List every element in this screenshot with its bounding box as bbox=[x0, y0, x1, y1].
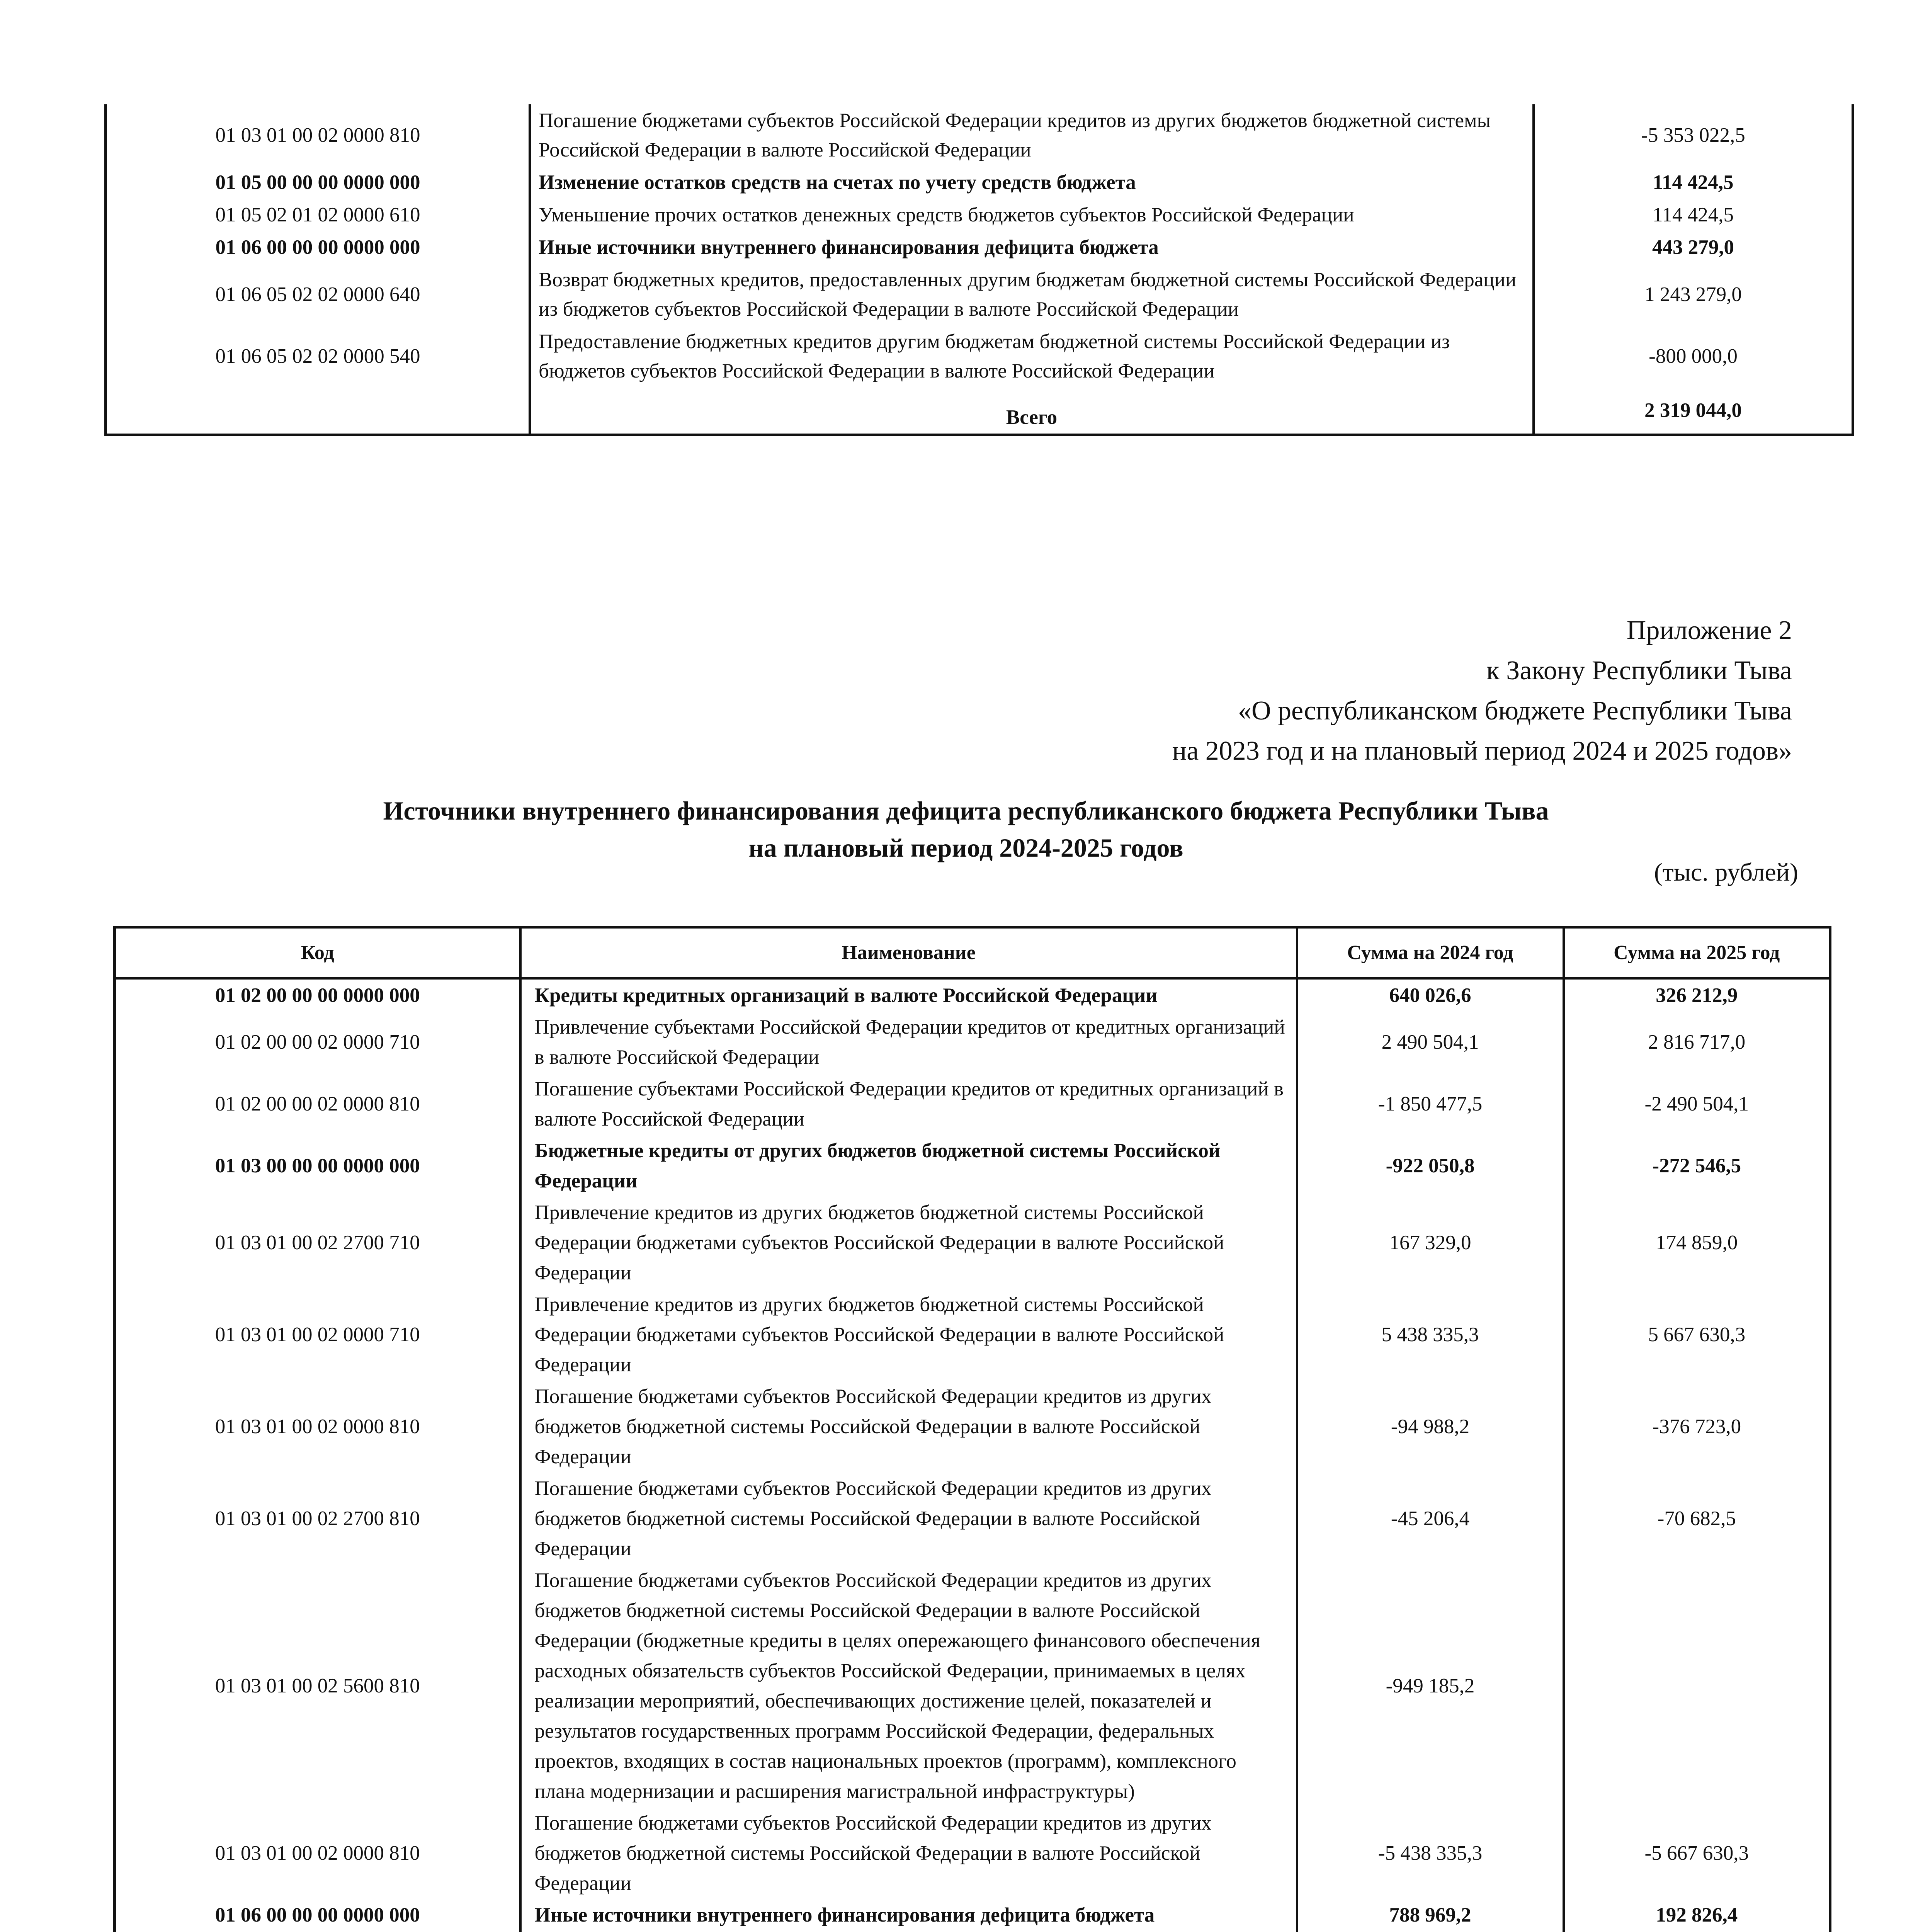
table-row bbox=[106, 199, 1853, 231]
row-name: Бюджетные кредиты от других бюджетов бюджетной системы Российской Федерации bbox=[520, 1135, 1297, 1197]
row-code: 01 06 00 00 00 0000 000 bbox=[215, 1904, 420, 1926]
table-row bbox=[115, 1197, 1830, 1289]
appendix-line-2: к Закону Республики Тыва bbox=[1486, 656, 1792, 685]
row-code: 01 02 00 00 00 0000 000 bbox=[215, 984, 420, 1007]
document-title bbox=[182, 792, 1750, 866]
sources-table-continued bbox=[104, 104, 1854, 436]
row-name: Погашение бюджетами субъектов Российской Федерации кредитов из других бюджетов бюджетной системы Российской Федерации в валюте Российской Федерации bbox=[520, 1807, 1297, 1899]
table-row bbox=[106, 325, 1853, 387]
header-2024: Сумма на 2024 год bbox=[1297, 927, 1564, 979]
table-row bbox=[106, 264, 1853, 325]
table-row bbox=[106, 166, 1853, 199]
sources-table-2024-2025 bbox=[113, 926, 1831, 1932]
row-code: 01 03 01 00 02 5600 810 bbox=[215, 1675, 420, 1697]
table-row bbox=[115, 1565, 1830, 1807]
row-name: Погашение бюджетами субъектов Российской Федерации кредитов из других бюджетов бюджетной системы Российской Федерации в валюте Российской Федерации bbox=[520, 1381, 1297, 1473]
row-amount: -800 000,0 bbox=[1649, 345, 1738, 367]
total-label: Всего bbox=[530, 387, 1534, 435]
row-amount-2025: -272 546,5 bbox=[1652, 1155, 1741, 1177]
row-amount-2024: 5 438 335,3 bbox=[1297, 1289, 1564, 1381]
row-amount-2024: 640 026,6 bbox=[1297, 978, 1564, 1011]
appendix-line-1: Приложение 2 bbox=[1626, 616, 1792, 645]
row-amount-2024: 167 329,0 bbox=[1297, 1197, 1564, 1289]
row-name: Погашение бюджетами субъектов Российской Федерации кредитов из других бюджетов бюджетной системы Российской Федерации в валюте Российской Федерации bbox=[520, 1473, 1297, 1565]
table-row bbox=[115, 1473, 1830, 1565]
appendix-line-3: «О республиканском бюджете Республики Тыва bbox=[1238, 696, 1792, 726]
row-code: 01 03 01 00 02 0000 710 bbox=[215, 1323, 420, 1346]
header-2025: Сумма на 2025 год bbox=[1564, 927, 1830, 979]
title-line-1: Источники внутреннего финансирования дефицита республиканского бюджета Республики Тыва bbox=[383, 796, 1549, 825]
row-name: Изменение остатков средств на счетах по учету средств бюджета bbox=[530, 166, 1534, 199]
row-amount-2025: 5 667 630,3 bbox=[1648, 1323, 1746, 1346]
row-amount-2025 bbox=[1564, 1565, 1830, 1807]
row-code: 01 05 00 00 00 0000 000 bbox=[215, 171, 420, 194]
row-name: Кредиты кредитных организаций в валюте Российской Федерации bbox=[520, 978, 1297, 1011]
row-amount-2025: 192 826,4 bbox=[1656, 1904, 1738, 1926]
row-code: 01 05 02 01 02 0000 610 bbox=[215, 204, 420, 226]
table-row bbox=[115, 1135, 1830, 1197]
row-amount-2025: 2 816 717,0 bbox=[1648, 1031, 1746, 1053]
row-code: 01 06 05 02 02 0000 640 bbox=[215, 283, 420, 306]
row-code: 01 02 00 00 02 0000 710 bbox=[215, 1031, 420, 1053]
row-code: 01 06 05 02 02 0000 540 bbox=[215, 345, 420, 367]
table-header-row bbox=[115, 927, 1830, 979]
row-amount-2024: 788 969,2 bbox=[1297, 1899, 1564, 1931]
row-amount: 114 424,5 bbox=[1652, 204, 1734, 226]
row-amount-2024: -94 988,2 bbox=[1297, 1381, 1564, 1473]
table-row bbox=[115, 1289, 1830, 1381]
row-name: Иные источники внутреннего финансирования дефицита бюджета bbox=[530, 231, 1534, 264]
row-name: Погашение субъектами Российской Федерации кредитов от кредитных организаций в валюте Российской Федерации bbox=[520, 1073, 1297, 1135]
title-line-2: на плановый период 2024-2025 годов bbox=[748, 833, 1183, 862]
units-label: (тыс. рублей) bbox=[1654, 858, 1798, 886]
row-code: 01 03 01 00 02 0000 810 bbox=[215, 1415, 420, 1438]
row-name: Привлечение субъектами Российской Федерации кредитов от кредитных организаций в валюте Российской Федерации bbox=[520, 1011, 1297, 1073]
table-row bbox=[115, 1011, 1830, 1073]
header-name: Наименование bbox=[520, 927, 1297, 979]
row-amount-2025: -376 723,0 bbox=[1652, 1415, 1741, 1438]
header-code: Код bbox=[115, 927, 520, 979]
row-amount-2024: -5 438 335,3 bbox=[1297, 1807, 1564, 1899]
row-code: 01 03 01 00 02 0000 810 bbox=[215, 124, 420, 146]
row-amount-2025: 326 212,9 bbox=[1656, 984, 1738, 1007]
table-row bbox=[115, 978, 1830, 1011]
appendix-header bbox=[1172, 611, 1792, 771]
row-amount: 1 243 279,0 bbox=[1644, 283, 1742, 306]
row-code: 01 03 00 00 00 0000 000 bbox=[215, 1155, 420, 1177]
row-amount-2025: -2 490 504,1 bbox=[1644, 1093, 1749, 1115]
row-amount: 443 279,0 bbox=[1652, 236, 1734, 259]
row-amount-2025: -70 682,5 bbox=[1657, 1507, 1736, 1530]
table-row bbox=[106, 104, 1853, 166]
row-code: 01 03 01 00 02 2700 810 bbox=[215, 1507, 420, 1530]
row-name: Погашение бюджетами субъектов Российской Федерации кредитов из других бюджетов бюджетной системы Российской Федерации в валюте Российской Федерации (бюджетные кредиты в целях опережающего финансового обеспечения расходных обязательств субъектов Российской Федерации, принимаемых в целях реализации мероприятий, обеспечивающих достижение целей, показателей и результатов государственных программ Российской Федерации, федеральных проектов, входящих в состав национальных проектов (программ), комплексного плана модернизации и расширения магистральной инфраструктуры) bbox=[520, 1565, 1297, 1807]
row-name: Привлечение кредитов из других бюджетов бюджетной системы Российской Федерации бюджетами субъектов Российской Федерации в валюте Российской Федерации bbox=[520, 1289, 1297, 1381]
row-amount: -5 353 022,5 bbox=[1641, 124, 1745, 146]
table-row bbox=[106, 231, 1853, 264]
row-amount: 114 424,5 bbox=[1653, 171, 1734, 194]
row-code: 01 06 00 00 00 0000 000 bbox=[215, 236, 420, 259]
table-row bbox=[115, 1807, 1830, 1899]
appendix-line-4: на 2023 год и на плановый период 2024 и 2025 годов» bbox=[1172, 736, 1792, 766]
row-amount-2025: -5 667 630,3 bbox=[1644, 1842, 1749, 1864]
row-code: 01 03 01 00 02 0000 810 bbox=[215, 1842, 420, 1864]
row-name: Уменьшение прочих остатков денежных средств бюджетов субъектов Российской Федерации bbox=[530, 199, 1534, 231]
row-name: Иные источники внутреннего финансирования дефицита бюджета bbox=[520, 1899, 1297, 1931]
row-name: Погашение бюджетами субъектов Российской Федерации кредитов из других бюджетов бюджетной системы Российской Федерации в валюте Российской Федерации bbox=[530, 104, 1534, 166]
table-row bbox=[115, 1381, 1830, 1473]
row-name: Возврат бюджетных кредитов, предоставленных другим бюджетам бюджетной системы Российской Федерации из бюджетов субъектов Российской Федерации в валюте Российской Федерации bbox=[530, 264, 1534, 325]
table-row bbox=[115, 1899, 1830, 1931]
row-code: 01 03 01 00 02 2700 710 bbox=[215, 1231, 420, 1254]
row-name: Предоставление бюджетных кредитов другим бюджетам бюджетной системы Российской Федерации из бюджетов субъектов Российской Федерации в валюте Российской Федерации bbox=[530, 325, 1534, 387]
row-amount-2024: -949 185,2 bbox=[1297, 1565, 1564, 1807]
total-row bbox=[106, 387, 1853, 435]
total-code-empty bbox=[106, 387, 530, 435]
row-amount-2025: 174 859,0 bbox=[1656, 1231, 1738, 1254]
row-amount-2024: 2 490 504,1 bbox=[1297, 1011, 1564, 1073]
total-amount: 2 319 044,0 bbox=[1644, 399, 1742, 422]
row-amount-2024: -45 206,4 bbox=[1297, 1473, 1564, 1565]
row-amount-2024: -1 850 477,5 bbox=[1297, 1073, 1564, 1135]
row-amount-2024: -922 050,8 bbox=[1297, 1135, 1564, 1197]
row-code: 01 02 00 00 02 0000 810 bbox=[215, 1093, 420, 1115]
table-row bbox=[115, 1073, 1830, 1135]
row-name: Привлечение кредитов из других бюджетов бюджетной системы Российской Федерации бюджетами субъектов Российской Федерации в валюте Российской Федерации bbox=[520, 1197, 1297, 1289]
